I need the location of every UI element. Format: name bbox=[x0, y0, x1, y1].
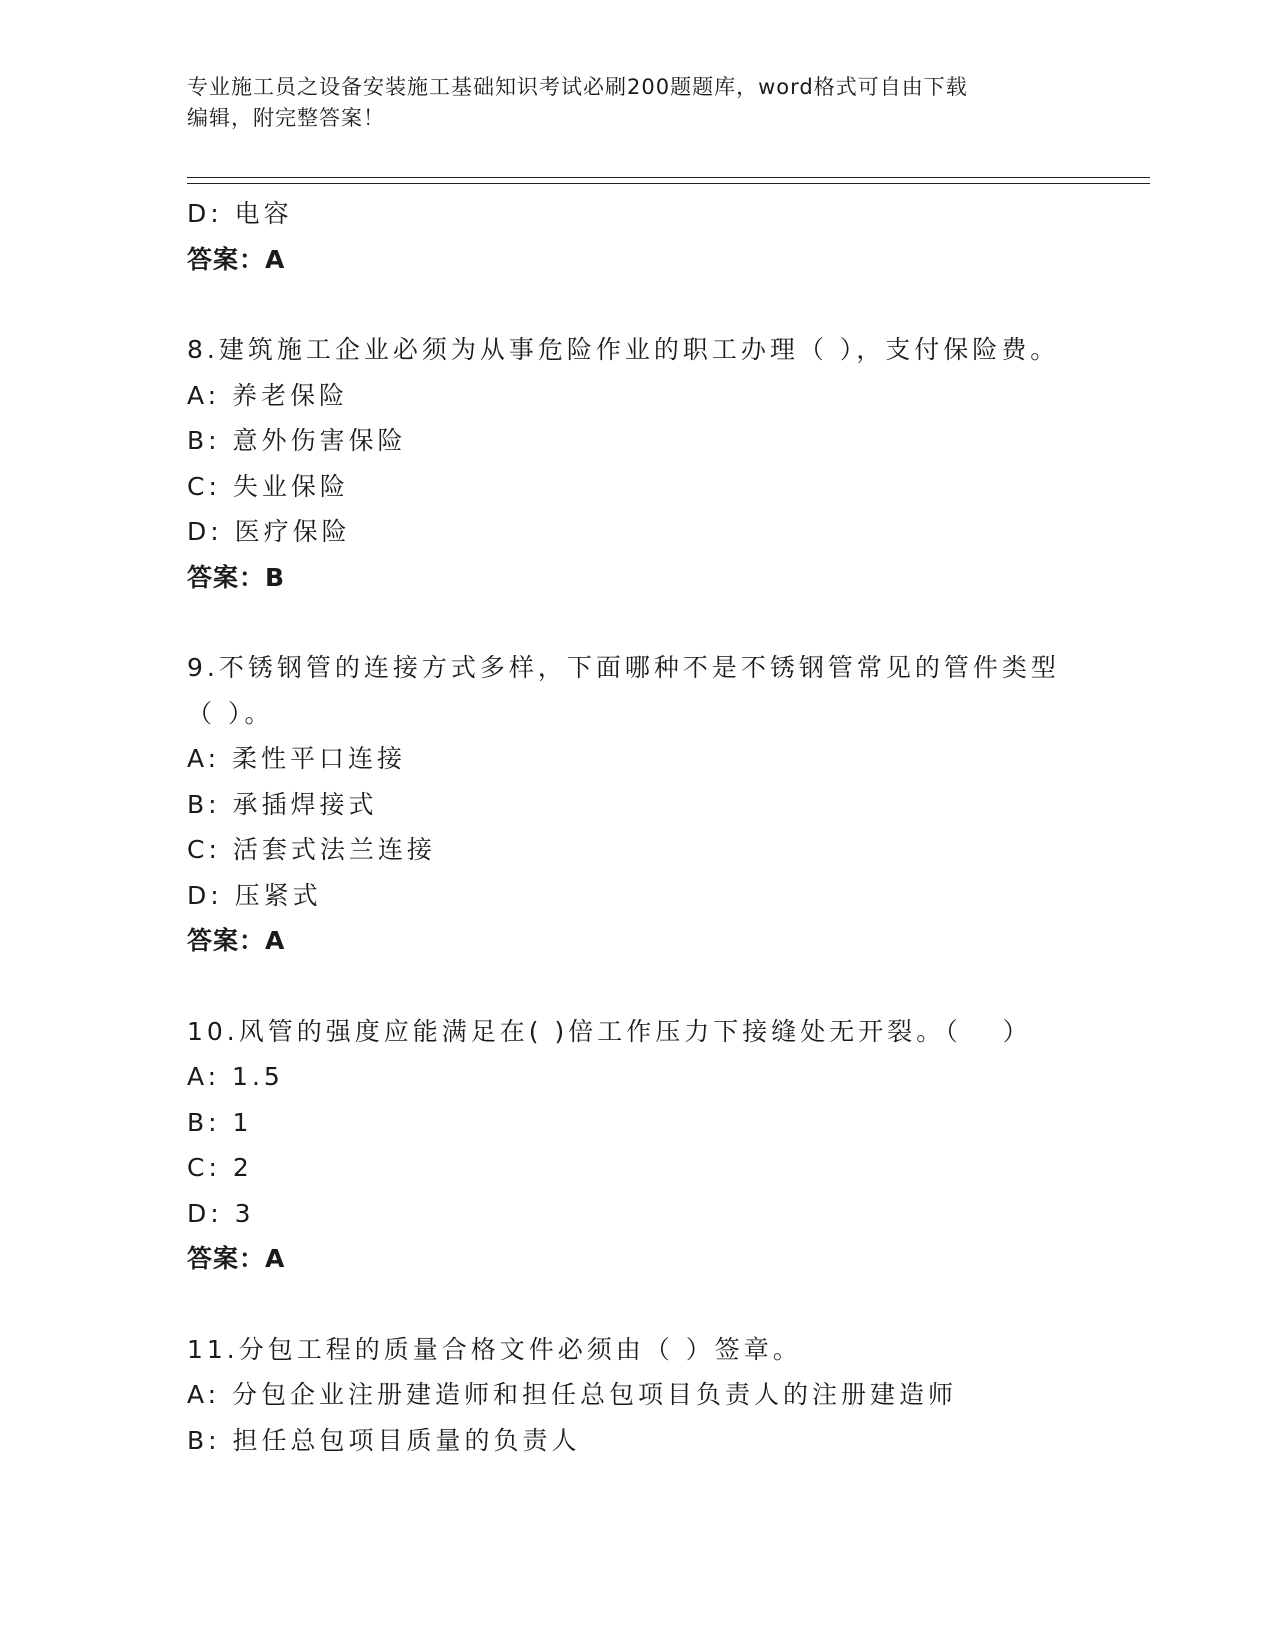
question-stem: 8.建筑施工企业必须为从事危险作业的职工办理（ ），支付保险费。 bbox=[187, 335, 1060, 364]
option-b: B: 意外伤害保险 bbox=[187, 426, 407, 455]
question-10 bbox=[187, 1009, 1087, 1282]
option-c: C: 失业保险 bbox=[187, 471, 349, 501]
spacer bbox=[187, 282, 1087, 327]
header-title-line-2: 编辑，附完整答案！ bbox=[187, 106, 385, 130]
question-9 bbox=[187, 645, 1087, 964]
document-body bbox=[187, 191, 1087, 1463]
answer-line: 答案：A bbox=[187, 926, 286, 955]
option-d: D: 3 bbox=[187, 1198, 255, 1228]
header-title-line-1: 专业施工员之设备安装施工基础知识考试必刷200题题库，word格式可自由下载 bbox=[187, 75, 968, 99]
question-stem-continued: （ ）。 bbox=[187, 698, 274, 728]
question-7-tail bbox=[187, 191, 1087, 282]
option-d: D: 电容 bbox=[187, 199, 293, 228]
answer-line: 答案：B bbox=[187, 562, 286, 592]
option-c: C: 活套式法兰连接 bbox=[187, 835, 436, 864]
option-a: A: 1.5 bbox=[187, 1062, 284, 1091]
answer-line: 答案：A bbox=[187, 1244, 286, 1273]
option-b: B: 1 bbox=[187, 1107, 253, 1137]
spacer bbox=[187, 964, 1087, 1009]
document-header bbox=[187, 72, 1087, 134]
option-d: D: 医疗保险 bbox=[187, 517, 351, 546]
header-divider-bottom bbox=[187, 183, 1150, 184]
option-c: C: 2 bbox=[187, 1153, 253, 1182]
question-11 bbox=[187, 1327, 1087, 1464]
spacer bbox=[187, 600, 1087, 645]
question-stem: 10.风管的强度应能满足在( )倍工作压力下接缝处无开裂。（ ） bbox=[187, 1016, 1032, 1046]
question-stem: 11.分包工程的质量合格文件必须由（ ）签章。 bbox=[187, 1334, 802, 1364]
spacer bbox=[187, 1282, 1087, 1327]
answer-line: 答案：A bbox=[187, 244, 286, 274]
option-b: B: 担任总包项目质量的负责人 bbox=[187, 1425, 581, 1455]
header-divider-top bbox=[187, 177, 1150, 178]
option-d: D: 压紧式 bbox=[187, 880, 322, 910]
option-b: B: 承插焊接式 bbox=[187, 789, 378, 819]
question-8 bbox=[187, 327, 1087, 600]
option-a: A: 柔性平口连接 bbox=[187, 744, 407, 773]
option-a: A: 养老保险 bbox=[187, 380, 349, 410]
option-a: A: 分包企业注册建造师和担任总包项目负责人的注册建造师 bbox=[187, 1380, 958, 1409]
question-stem: 9.不锈钢管的连接方式多样，下面哪种不是不锈钢管常见的管件类型 bbox=[187, 653, 1060, 682]
